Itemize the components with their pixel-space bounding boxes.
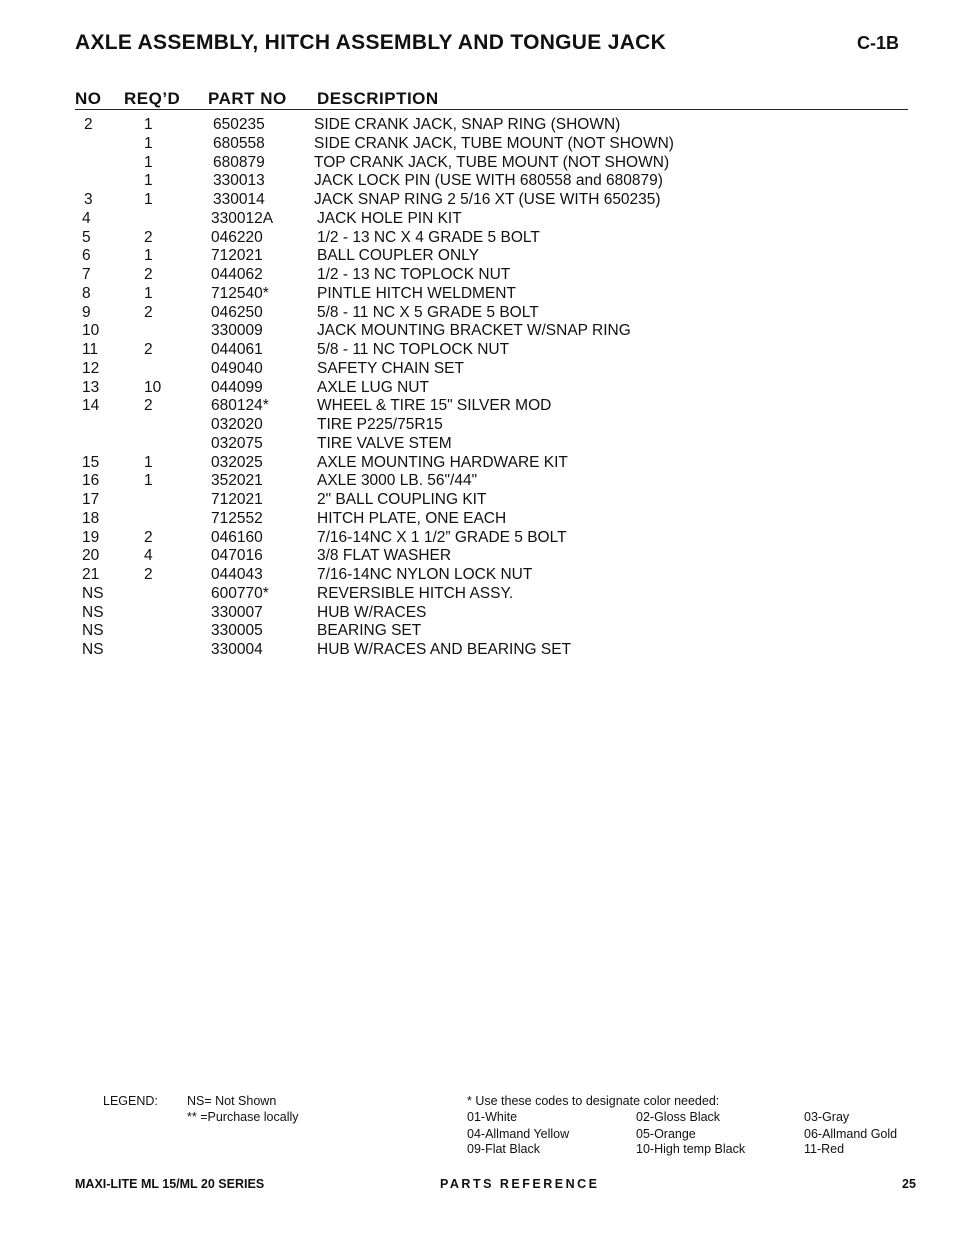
table-row xyxy=(0,471,954,490)
description-cell: 5/8 - 11 NC TOPLOCK NUT xyxy=(317,341,510,358)
description-cell: AXLE 3000 LB. 56"/44" xyxy=(317,472,478,490)
table-row xyxy=(0,603,954,622)
part-number-cell: 712552 xyxy=(211,509,263,527)
part-number-cell: 046220 xyxy=(211,228,263,246)
item-number-cell: 19 xyxy=(82,528,100,546)
table-row xyxy=(0,509,954,528)
quantity-cell: 10 xyxy=(144,378,162,396)
table-row xyxy=(0,528,954,547)
parts-table xyxy=(0,115,954,659)
part-number-cell: 330013 xyxy=(213,172,265,190)
table-row xyxy=(0,190,954,209)
color-code: 03-Gray xyxy=(804,1110,850,1124)
part-number-cell: 330012A xyxy=(211,209,274,227)
item-number-cell: 6 xyxy=(82,247,91,265)
column-header-req: REQ’D xyxy=(124,89,181,108)
table-row xyxy=(0,621,954,640)
color-code-note: * Use these codes to designate color needed: xyxy=(467,1094,720,1108)
description-cell: AXLE LUG NUT xyxy=(317,378,429,396)
quantity-cell: 2 xyxy=(144,397,153,415)
table-row xyxy=(0,171,954,190)
description-cell: 1/2 - 13 NC TOPLOCK NUT xyxy=(317,266,511,283)
description-cell: AXLE MOUNTING HARDWARE KIT xyxy=(317,453,568,471)
color-code: 01-White xyxy=(467,1110,518,1124)
item-number-cell: 20 xyxy=(82,547,100,565)
page-title: AXLE ASSEMBLY, HITCH ASSEMBLY AND TONGUE JACK xyxy=(75,31,667,54)
color-code: 11-Red xyxy=(804,1142,845,1156)
part-number-cell: 049040 xyxy=(211,359,263,377)
item-number-cell: 10 xyxy=(82,322,100,340)
description-cell: JACK MOUNTING BRACKET W/SNAP RING xyxy=(317,322,631,340)
table-row xyxy=(0,115,954,134)
quantity-cell: 1 xyxy=(144,172,153,190)
part-number-cell: 044061 xyxy=(211,341,263,358)
table-row xyxy=(0,434,954,453)
part-number-cell: 650235 xyxy=(213,116,265,133)
description-cell: PINTLE HITCH WELDMENT xyxy=(317,284,516,302)
table-row xyxy=(0,565,954,584)
quantity-cell: 2 xyxy=(144,303,153,321)
description-cell: SIDE CRANK JACK, TUBE MOUNT (NOT SHOWN) xyxy=(314,134,674,152)
table-row xyxy=(0,153,954,172)
part-number-cell: 712021 xyxy=(211,247,263,265)
table-row xyxy=(0,584,954,603)
description-cell: 5/8 - 11 NC X 5 GRADE 5 BOLT xyxy=(317,303,539,321)
table-row xyxy=(0,340,954,359)
description-cell: 2" BALL COUPLING KIT xyxy=(317,491,487,508)
legend-label: LEGEND: xyxy=(103,1094,158,1108)
description-cell: BALL COUPLER ONLY xyxy=(317,247,479,265)
part-number-cell: 680558 xyxy=(213,134,265,152)
header-divider xyxy=(75,109,908,110)
item-number-cell: 17 xyxy=(82,491,100,508)
color-code: 10-High temp Black xyxy=(636,1142,746,1156)
table-row xyxy=(0,303,954,322)
color-code: 09-Flat Black xyxy=(467,1142,540,1156)
legend-ns: NS= Not Shown xyxy=(187,1094,277,1108)
quantity-cell: 1 xyxy=(144,472,153,490)
item-number-cell: 5 xyxy=(82,228,91,246)
description-cell: HUB W/RACES xyxy=(317,603,427,621)
description-cell: HUB W/RACES AND BEARING SET xyxy=(317,641,572,658)
description-cell: TIRE P225/75R15 xyxy=(317,416,443,433)
quantity-cell: 1 xyxy=(144,134,153,152)
item-number-cell: 21 xyxy=(82,566,100,583)
item-number-cell: 7 xyxy=(82,266,91,283)
part-number-cell: 330014 xyxy=(213,191,265,208)
part-number-cell: 600770* xyxy=(211,584,269,602)
table-row xyxy=(0,284,954,303)
color-code: 04-Allmand Yellow xyxy=(467,1127,570,1141)
description-cell: WHEEL & TIRE 15" SILVER MOD xyxy=(317,397,552,415)
description-cell: JACK SNAP RING 2 5/16 XT (USE WITH 650235) xyxy=(314,191,661,208)
part-number-cell: 712540* xyxy=(211,284,269,302)
item-number-cell: 18 xyxy=(82,509,100,527)
part-number-cell: 046160 xyxy=(211,528,263,546)
description-cell: 1/2 - 13 NC X 4 GRADE 5 BOLT xyxy=(317,228,540,246)
item-number-cell: 12 xyxy=(82,359,100,377)
part-number-cell: 712021 xyxy=(211,491,263,508)
description-cell: BEARING SET xyxy=(317,622,422,640)
item-number-cell: 4 xyxy=(82,209,91,227)
quantity-cell: 1 xyxy=(144,116,153,133)
quantity-cell: 1 xyxy=(144,153,153,171)
quantity-cell: 2 xyxy=(144,566,153,583)
item-number-cell: 14 xyxy=(82,397,100,415)
quantity-cell: 1 xyxy=(144,191,153,208)
column-header-no: NO xyxy=(75,89,102,108)
description-cell: JACK HOLE PIN KIT xyxy=(317,209,462,227)
table-row xyxy=(0,640,954,659)
item-number-cell: NS xyxy=(82,603,104,621)
section-code: C-1B xyxy=(857,33,900,53)
description-cell: 3/8 FLAT WASHER xyxy=(317,547,452,565)
item-number-cell: NS xyxy=(82,622,104,640)
legend-purchase: ** =Purchase locally xyxy=(187,1110,299,1124)
table-row xyxy=(0,321,954,340)
part-number-cell: 330004 xyxy=(211,641,263,658)
table-row xyxy=(0,453,954,472)
table-row xyxy=(0,228,954,247)
part-number-cell: 044062 xyxy=(211,266,263,283)
color-code: 05-Orange xyxy=(636,1127,696,1141)
quantity-cell: 2 xyxy=(144,266,153,283)
quantity-cell: 2 xyxy=(144,228,153,246)
description-cell: TIRE VALVE STEM xyxy=(317,434,452,452)
table-row xyxy=(0,134,954,153)
part-number-cell: 330009 xyxy=(211,322,263,340)
item-number-cell: 13 xyxy=(82,378,100,396)
item-number-cell: 9 xyxy=(82,303,91,321)
quantity-cell: 2 xyxy=(144,341,153,358)
table-row xyxy=(0,209,954,228)
table-row xyxy=(0,265,954,284)
description-cell: REVERSIBLE HITCH ASSY. xyxy=(317,584,514,602)
item-number-cell: 8 xyxy=(82,284,91,302)
item-number-cell: 3 xyxy=(84,191,93,208)
item-number-cell: NS xyxy=(82,584,104,602)
description-cell: TOP CRANK JACK, TUBE MOUNT (NOT SHOWN) xyxy=(314,153,670,171)
description-cell: SAFETY CHAIN SET xyxy=(317,359,464,377)
color-code: 06-Allmand Gold xyxy=(804,1127,898,1141)
part-number-cell: 044099 xyxy=(211,378,263,396)
item-number-cell: 16 xyxy=(82,472,100,490)
table-row xyxy=(0,490,954,509)
part-number-cell: 680124* xyxy=(211,397,269,415)
color-code: 02-Gloss Black xyxy=(636,1110,721,1124)
description-cell: 7/16-14NC X 1 1/2” GRADE 5 BOLT xyxy=(317,528,567,546)
part-number-cell: 352021 xyxy=(211,472,263,490)
item-number-cell: 11 xyxy=(82,341,99,358)
part-number-cell: 032075 xyxy=(211,434,263,452)
description-cell: HITCH PLATE, ONE EACH xyxy=(317,509,507,527)
quantity-cell: 2 xyxy=(144,528,153,546)
item-number-cell: 2 xyxy=(84,116,93,133)
part-number-cell: 032020 xyxy=(211,416,263,433)
item-number-cell: NS xyxy=(82,641,104,658)
quantity-cell: 4 xyxy=(144,547,153,565)
column-header-part: PART NO xyxy=(208,89,287,108)
quantity-cell: 1 xyxy=(144,453,153,471)
part-number-cell: 044043 xyxy=(211,566,263,583)
table-row xyxy=(0,415,954,434)
description-cell: SIDE CRANK JACK, SNAP RING (SHOWN) xyxy=(314,116,621,133)
part-number-cell: 330005 xyxy=(211,622,263,640)
part-number-cell: 680879 xyxy=(213,153,265,171)
part-number-cell: 330007 xyxy=(211,603,263,621)
table-row xyxy=(0,246,954,265)
description-cell: JACK LOCK PIN (USE WITH 680558 and 680879) xyxy=(314,172,663,190)
part-number-cell: 047016 xyxy=(211,547,263,565)
quantity-cell: 1 xyxy=(144,284,153,302)
page-number: 25 xyxy=(902,1177,916,1191)
quantity-cell: 1 xyxy=(144,247,153,265)
table-row xyxy=(0,378,954,397)
column-header-description: DESCRIPTION xyxy=(317,89,439,108)
part-number-cell: 032025 xyxy=(211,453,263,471)
part-number-cell: 046250 xyxy=(211,303,263,321)
table-row xyxy=(0,359,954,378)
table-row xyxy=(0,546,954,565)
description-cell: 7/16-14NC NYLON LOCK NUT xyxy=(317,566,533,583)
footer-section: PARTS REFERENCE xyxy=(440,1177,600,1191)
table-row xyxy=(0,396,954,415)
item-number-cell: 15 xyxy=(82,453,100,471)
footer-series: MAXI-LITE ML 15/ML 20 SERIES xyxy=(75,1177,265,1191)
